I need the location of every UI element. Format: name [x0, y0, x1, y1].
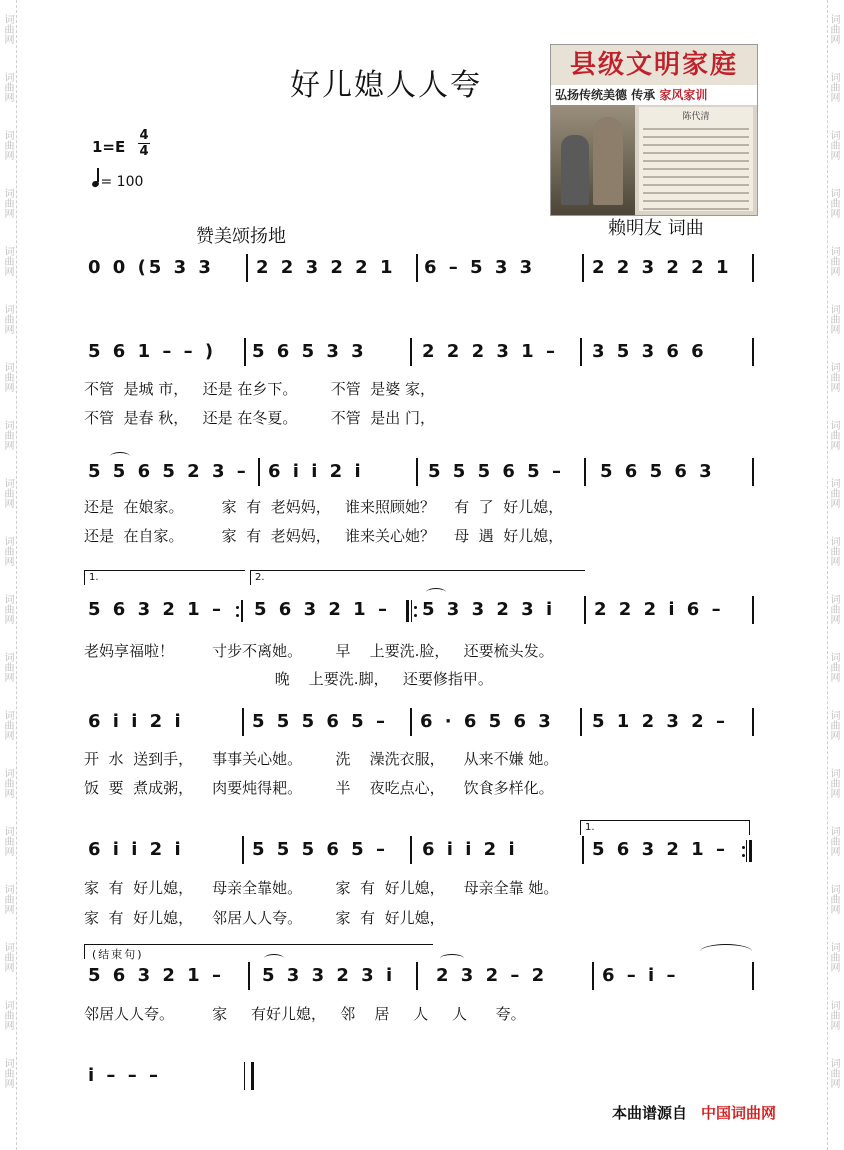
photo-subtitle: [551, 85, 757, 105]
song-title: 好儿媳人人夸: [290, 68, 482, 103]
measure: 5 5 5 6 5 –: [428, 461, 564, 482]
watermark-text: 词曲网: [2, 14, 13, 44]
author-credit: 赖明友 词曲: [608, 218, 704, 239]
watermark-text: 词曲网: [2, 420, 13, 450]
watermark-text: 词曲网: [828, 130, 839, 160]
tempo-mark: [92, 172, 143, 190]
watermark-text: 词曲网: [828, 362, 839, 392]
measure: 5 6 3 2 1 –: [88, 599, 224, 620]
source-label: 本曲谱源自: [612, 1104, 688, 1122]
watermark-text: 词曲网: [2, 362, 13, 392]
lyric-line: 家 有 好儿媳， 邻居人人夸。 家 有 好儿媳，: [84, 909, 445, 927]
expression-mark: 赞美颂扬地: [196, 226, 286, 247]
measure: 2 2 2 i 6 –: [594, 599, 724, 620]
watermark-text: 词曲网: [2, 188, 13, 218]
watermark-text: 词曲网: [828, 188, 839, 218]
lyric-line: 老妈享福啦！ 寸步不离她。 早 上要洗.脸， 还要梳头发。: [84, 642, 554, 660]
notation-row-8: [84, 1058, 760, 1094]
measure: 6 – i –: [602, 965, 679, 986]
watermark-text: 词曲网: [2, 768, 13, 798]
final-barline: [244, 1062, 254, 1090]
watermark-strip-left: [2, 0, 17, 1150]
lyric-line: 饭 要 煮成粥， 肉要炖得耙。 半 夜吃点心， 饮食多样化。: [84, 779, 554, 797]
time-sig-bottom: 4: [139, 144, 149, 159]
tempo-value: = 100: [100, 174, 144, 190]
measure: 2 3 2 – 2: [436, 965, 548, 986]
measure: 5 6 1 – – ): [88, 341, 217, 362]
measure: 5 3 3 2 3 i: [262, 965, 396, 986]
watermark-text: 词曲网: [2, 652, 13, 682]
measure: 6 i i 2 i: [422, 839, 518, 860]
header-photo: [550, 44, 758, 216]
watermark-text: 词曲网: [2, 478, 13, 508]
watermark-text: 词曲网: [2, 710, 13, 740]
measure: 2 2 3 2 2 1: [592, 257, 732, 278]
notation-row-4: [84, 592, 760, 628]
notation-row-2: [84, 334, 760, 370]
source-site-link[interactable]: 中国词曲网: [701, 1104, 777, 1122]
measure: 5 6 3 2 1 –: [592, 839, 728, 860]
lyric-line: 家 有 好儿媳， 母亲全靠她。 家 有 好儿媳， 母亲全靠 她。: [84, 879, 559, 897]
notation-row-6: [84, 832, 760, 868]
watermark-text: 词曲网: [2, 594, 13, 624]
measure: 2 2 3 2 2 1: [256, 257, 396, 278]
volta-first: 1.: [84, 570, 245, 585]
watermark-text: 词曲网: [2, 536, 13, 566]
photo-name: 陈代清: [682, 112, 710, 122]
lyric-line: 晚 上要洗.脚， 还要修指甲。: [84, 670, 493, 688]
watermark-text: 词曲网: [828, 884, 839, 914]
measure: 6 i i 2 i: [88, 711, 184, 732]
watermark-text: 词曲网: [2, 884, 13, 914]
measure: 5 6 3 2 1 –: [254, 599, 390, 620]
watermark-text: 词曲网: [828, 942, 839, 972]
measure: 5 6 3 2 1 –: [88, 965, 224, 986]
lyric-line: 不管 是城 市， 还是 在乡下。 不管 是婆 家，: [84, 380, 436, 398]
photo-banner: 县级文明家庭: [551, 45, 757, 85]
lyric-line: 还是 在娘家。 家 有 老妈妈， 谁来照顾她？ 有 了 好儿媳，: [84, 498, 564, 516]
measure: 5 1 2 3 2 –: [592, 711, 728, 732]
watermark-text: 词曲网: [828, 72, 839, 102]
measure: 0 0 (5 3 3: [88, 257, 214, 278]
lyric-line: 还是 在自家。 家 有 老妈妈， 谁来关心她？ 母 遇 好儿媳，: [84, 527, 564, 545]
watermark-text: 词曲网: [2, 1000, 13, 1030]
watermark-text: 词曲网: [828, 710, 839, 740]
measure: 5 5 6 5 2 3 –: [88, 461, 249, 482]
watermark-text: 词曲网: [828, 420, 839, 450]
watermark-text: 词曲网: [2, 304, 13, 334]
watermark-text: 词曲网: [828, 594, 839, 624]
watermark-text: 词曲网: [828, 768, 839, 798]
watermark-text: 词曲网: [828, 478, 839, 508]
watermark-text: 词曲网: [828, 652, 839, 682]
photo-sub-b: 家风家训: [659, 88, 708, 102]
photo-sub-a: 弘扬传统美德 传承: [555, 88, 656, 102]
watermark-text: 词曲网: [828, 304, 839, 334]
notation-row-3: [84, 454, 760, 490]
lyric-line: 邻居人人夸。 家 有好儿媳， 邻 居 人 人 夸。: [84, 1005, 526, 1023]
watermark-text: 词曲网: [2, 246, 13, 276]
photo-textblock: [639, 107, 753, 211]
watermark-text: 词曲网: [2, 130, 13, 160]
time-sig-top: 4: [139, 128, 149, 143]
notation-row-1: [84, 250, 760, 286]
measure: 6 – 5 3 3: [424, 257, 536, 278]
watermark-text: 词曲网: [828, 14, 839, 44]
watermark-text: 词曲网: [2, 1058, 13, 1088]
source-credit: [612, 1102, 776, 1123]
measure: 5 6 5 6 3: [600, 461, 715, 482]
notation-row-5: [84, 704, 760, 740]
measure: 5 5 5 6 5 –: [252, 839, 388, 860]
measure: 2 2 2 3 1 –: [422, 341, 558, 362]
time-signature: [138, 128, 150, 159]
measure: 6 i i 2 i: [88, 839, 184, 860]
measure: 5 3 3 2 3 i: [422, 599, 556, 620]
watermark-text: 词曲网: [828, 536, 839, 566]
measure: 6 i i 2 i: [268, 461, 364, 482]
key-signature: 1=E: [92, 138, 126, 156]
watermark-text: 词曲网: [2, 826, 13, 856]
quarter-note-icon: [91, 180, 100, 188]
watermark-text: 词曲网: [2, 942, 13, 972]
photo-people: [551, 105, 635, 215]
measure: 5 6 5 3 3: [252, 341, 367, 362]
watermark-strip-right: [827, 0, 842, 1150]
measure: 5 5 5 6 5 –: [252, 711, 388, 732]
lyric-line: 开 水 送到手， 事事关心她。 洗 澡洗衣服， 从来不嫌 她。: [84, 750, 559, 768]
measure: 6 · 6 5 6 3: [420, 711, 554, 732]
watermark-text: 词曲网: [828, 1000, 839, 1030]
notation-row-7: [84, 958, 760, 994]
lyric-line: 不管 是春 秋， 还是 在冬夏。 不管 是出 门，: [84, 409, 436, 427]
watermark-text: 词曲网: [828, 246, 839, 276]
measure: 3 5 3 6 6: [592, 341, 707, 362]
watermark-text: 词曲网: [828, 826, 839, 856]
ending-tag: (结束句): [92, 948, 144, 961]
volta-first-repeat: 1.: [580, 820, 750, 835]
watermark-text: 词曲网: [828, 1058, 839, 1088]
watermark-text: 词曲网: [2, 72, 13, 102]
measure: i – – –: [88, 1065, 161, 1086]
volta-second: 2.: [250, 570, 585, 585]
